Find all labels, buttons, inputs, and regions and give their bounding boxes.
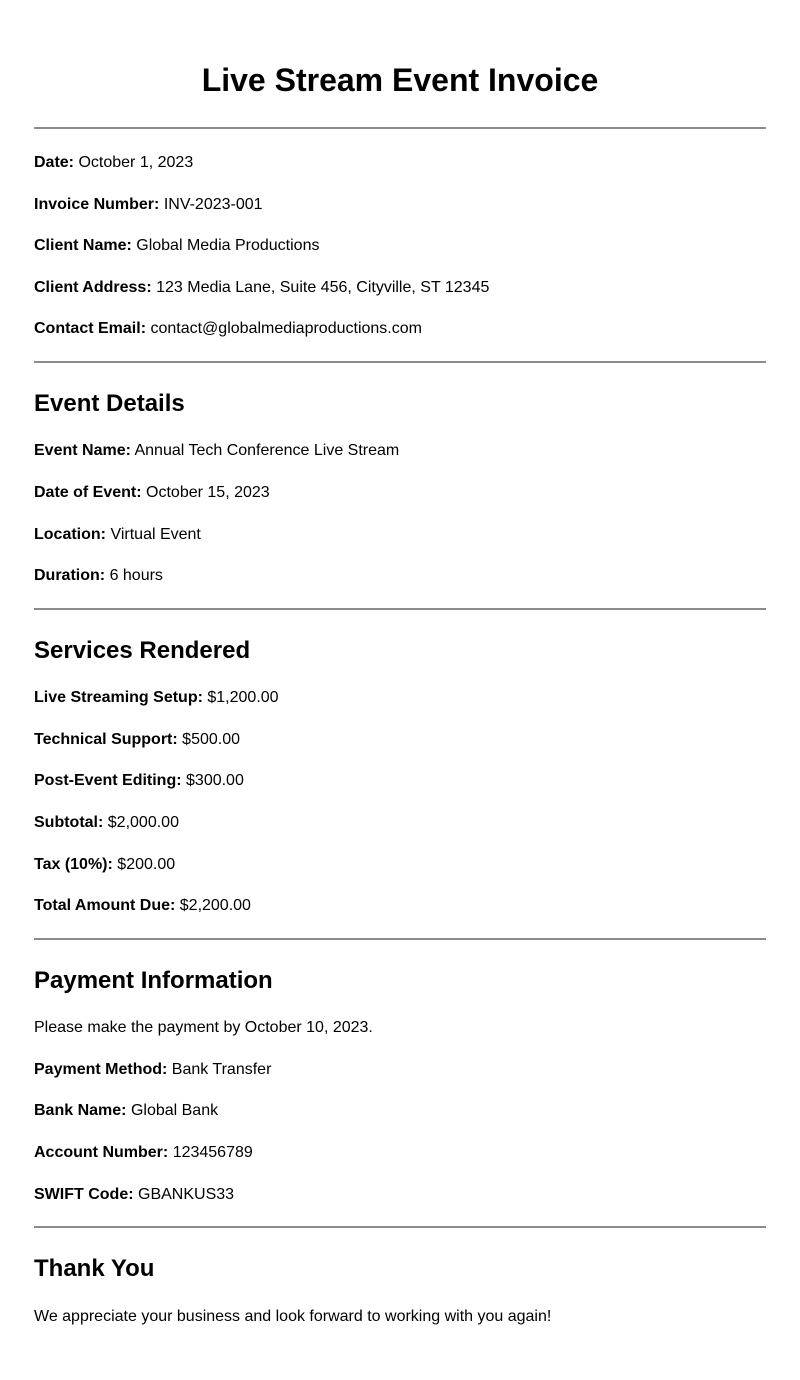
subtotal-value: $2,000.00: [107, 814, 179, 831]
bank-name-value: Global Bank: [130, 1102, 219, 1119]
invoice-number: [34, 195, 263, 215]
swift-code: [34, 1185, 234, 1205]
service-item: [34, 730, 240, 750]
divider: [34, 127, 766, 129]
service-item-label: Post-Event Editing:: [34, 772, 182, 789]
event-name: [34, 441, 399, 461]
service-item-label: Technical Support:: [34, 731, 178, 748]
event-duration-value: 6 hours: [109, 567, 163, 584]
total-value: $2,200.00: [179, 897, 251, 914]
subtotal-label: Subtotal:: [34, 814, 104, 831]
service-item-value: $500.00: [182, 731, 241, 748]
thank-you-heading: Thank You: [34, 1255, 155, 1282]
total-label: Total Amount Due:: [34, 897, 176, 914]
service-item: [34, 688, 279, 708]
swift-code-value: GBANKUS33: [138, 1186, 235, 1203]
event-location-value: Virtual Event: [110, 526, 201, 543]
tax-value: $200.00: [117, 856, 176, 873]
client-name: [34, 236, 319, 256]
event-location: [34, 525, 201, 545]
bank-name-label: Bank Name:: [34, 1102, 127, 1119]
service-item-value: $1,200.00: [207, 689, 279, 706]
client-address-label: Client Address:: [34, 279, 152, 296]
client-address: [34, 278, 489, 298]
divider: [34, 361, 766, 363]
payment-heading: Payment Information: [34, 967, 273, 994]
service-item-value: $300.00: [186, 772, 244, 789]
total-amount-due: [34, 896, 251, 916]
account-number-label: Account Number:: [34, 1144, 169, 1161]
contact-email: [34, 319, 422, 339]
tax-label: Tax (10%):: [34, 856, 113, 873]
invoice-date: [34, 153, 193, 173]
event-details-heading: Event Details: [34, 390, 185, 417]
event-name-label: Event Name:: [34, 442, 131, 459]
bank-name: [34, 1101, 218, 1121]
payment-method: [34, 1060, 271, 1080]
divider: [34, 1226, 766, 1228]
payment-note: Please make the payment by October 10, 2023.: [34, 1019, 373, 1036]
contact-email-value: contact@globalmediaproductions.com: [150, 320, 422, 337]
subtotal: [34, 813, 179, 833]
event-date: [34, 483, 270, 503]
event-date-value: October 15, 2023: [146, 484, 270, 501]
invoice-number-value: INV-2023-001: [163, 196, 263, 213]
account-number-value: 123456789: [172, 1144, 253, 1161]
invoice-date-value: October 1, 2023: [78, 154, 194, 171]
divider: [34, 938, 766, 940]
event-date-label: Date of Event:: [34, 484, 142, 501]
contact-email-label: Contact Email:: [34, 320, 147, 337]
invoice-date-label: Date:: [34, 154, 75, 171]
swift-code-label: SWIFT Code:: [34, 1186, 134, 1203]
service-item-label: Live Streaming Setup:: [34, 689, 203, 706]
event-name-value: Annual Tech Conference Live Stream: [134, 442, 400, 459]
page-title: Live Stream Event Invoice: [201, 62, 599, 98]
client-name-label: Client Name:: [34, 237, 132, 254]
thank-you-message: We appreciate your business and look forward to working with you again!: [34, 1308, 552, 1325]
tax: [34, 855, 175, 875]
divider: [34, 608, 766, 610]
event-duration-label: Duration:: [34, 567, 106, 584]
services-heading: Services Rendered: [34, 637, 251, 664]
account-number: [34, 1143, 253, 1163]
service-item: [34, 771, 244, 791]
event-location-label: Location:: [34, 526, 106, 543]
client-name-value: Global Media Productions: [136, 237, 320, 254]
payment-method-value: Bank Transfer: [171, 1061, 272, 1078]
event-duration: [34, 566, 163, 586]
client-address-value: 123 Media Lane, Suite 456, Cityville, ST 12345: [156, 279, 490, 296]
payment-method-label: Payment Method:: [34, 1061, 168, 1078]
invoice-number-label: Invoice Number:: [34, 196, 160, 213]
